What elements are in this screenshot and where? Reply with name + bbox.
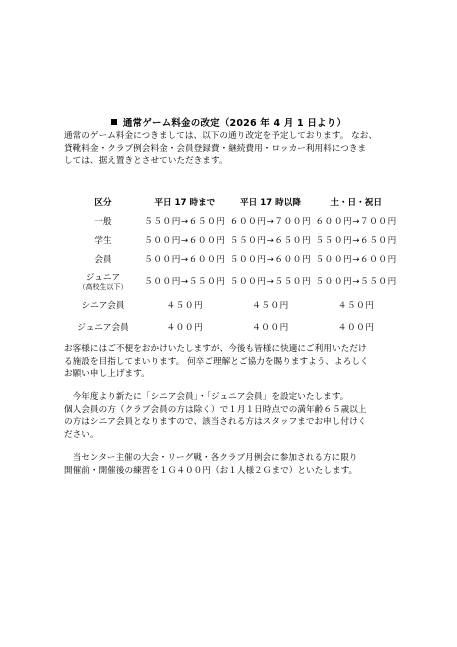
square-bullet-icon (111, 119, 117, 125)
member-notice-line: ださい。 (64, 429, 99, 440)
fee-row-student (64, 230, 399, 249)
fee-row-general (64, 211, 399, 230)
fee-row-member (64, 249, 399, 268)
apology-paragraph (64, 343, 399, 381)
apology-line: る施設を目指してまいります。 何卒ご理解とご協力を賜りますよう、よろしく (64, 356, 369, 367)
row-category-note: （高校生以下） (78, 282, 128, 291)
fee-cell: ５００円→５５０円 (315, 277, 397, 287)
fee-cell: ５００円→５５０円 (144, 277, 226, 287)
fee-row-junior-member (64, 316, 399, 338)
header-weekday-after-17: 平日 17 時以降 (240, 197, 301, 208)
fee-table (64, 192, 399, 338)
fee-table-header (64, 192, 399, 211)
member-notice-line: 個人会員の方（クラブ会員の方は除く）で１月１日時点での満年齢６５歳以上 (64, 404, 367, 415)
fee-row-senior-member (64, 294, 399, 316)
fee-cell: ４５０円 (252, 301, 289, 311)
fee-cell: ６００円→７００円 (229, 216, 312, 227)
practice-notice-line: 開催前・開催後の練習を１Ｇ４００円（お１人様２Ｇまで）といたします。 (64, 465, 358, 476)
fee-cell: ４００円 (252, 323, 289, 333)
fee-cell: ５５０円→６５０円 (229, 235, 312, 246)
apology-line: お客様にはご不便をおかけいたしますが、今後も皆様に快適にご利用いただけ (64, 344, 367, 354)
fee-row-junior (64, 268, 399, 294)
intro-line: 貸靴料金・クラブ例会料金・会員登録費・継続費用・ロッカー利用料につきま (64, 143, 367, 154)
member-notice-line: の方はシニア会員となりますので、該当される方はスタッフまでお申し付けく (64, 417, 367, 428)
fee-cell: ５００円→５５０円 (229, 277, 312, 287)
row-category-junior (64, 268, 142, 294)
practice-notice-paragraph (64, 452, 399, 477)
row-category: ジュニア会員 (77, 323, 129, 333)
fee-cell: ５００円→６００円 (144, 235, 226, 246)
row-category: ジュニア (85, 272, 121, 283)
apology-line: お願い申し上げます。 (64, 369, 150, 380)
row-category: 学生 (94, 235, 112, 246)
fee-cell: ５５０円→６５０円 (144, 216, 226, 227)
member-notice-line: 今年度より新たに「シニア会員」・「ジュニア会員」を設定いたします。 (64, 392, 349, 402)
intro-line: しては、据え置きとさせていただきます。 (64, 156, 228, 167)
fee-cell: ５００円→６００円 (315, 254, 397, 265)
header-weekend-holiday: 土・日・祝日 (330, 197, 382, 208)
row-category: シニア会員 (81, 301, 125, 311)
row-category: 一般 (94, 216, 112, 227)
fee-cell: ４００円 (337, 323, 375, 333)
header-weekday-before-17: 平日 17 時まで (154, 197, 216, 208)
fee-cell: ６００円→７００円 (315, 216, 397, 227)
fee-cell: ４００円 (166, 323, 204, 333)
page-title (0, 115, 457, 129)
intro-line: 通常のゲーム料金につきましては、以下の通り改定を予定しております。 なお、 (64, 131, 378, 141)
header-category: 区分 (94, 197, 112, 208)
row-category: 会員 (94, 254, 112, 265)
title-text: 通常ゲーム料金の改定（2026 年 4 月 1 日より） (122, 118, 347, 129)
fee-cell: ４５０円 (337, 301, 375, 311)
fee-cell: ４５０円 (166, 301, 204, 311)
fee-cell: ５５０円→６５０円 (315, 235, 397, 246)
intro-paragraph (64, 130, 399, 168)
fee-cell: ５００円→６００円 (229, 254, 312, 265)
practice-notice-line: 当センター主催の大会・リーグ戦・各クラブ月例会に参加される方に限り (64, 453, 358, 463)
fee-cell: ５００円→６００円 (144, 254, 226, 265)
member-notice-paragraph (64, 391, 399, 441)
